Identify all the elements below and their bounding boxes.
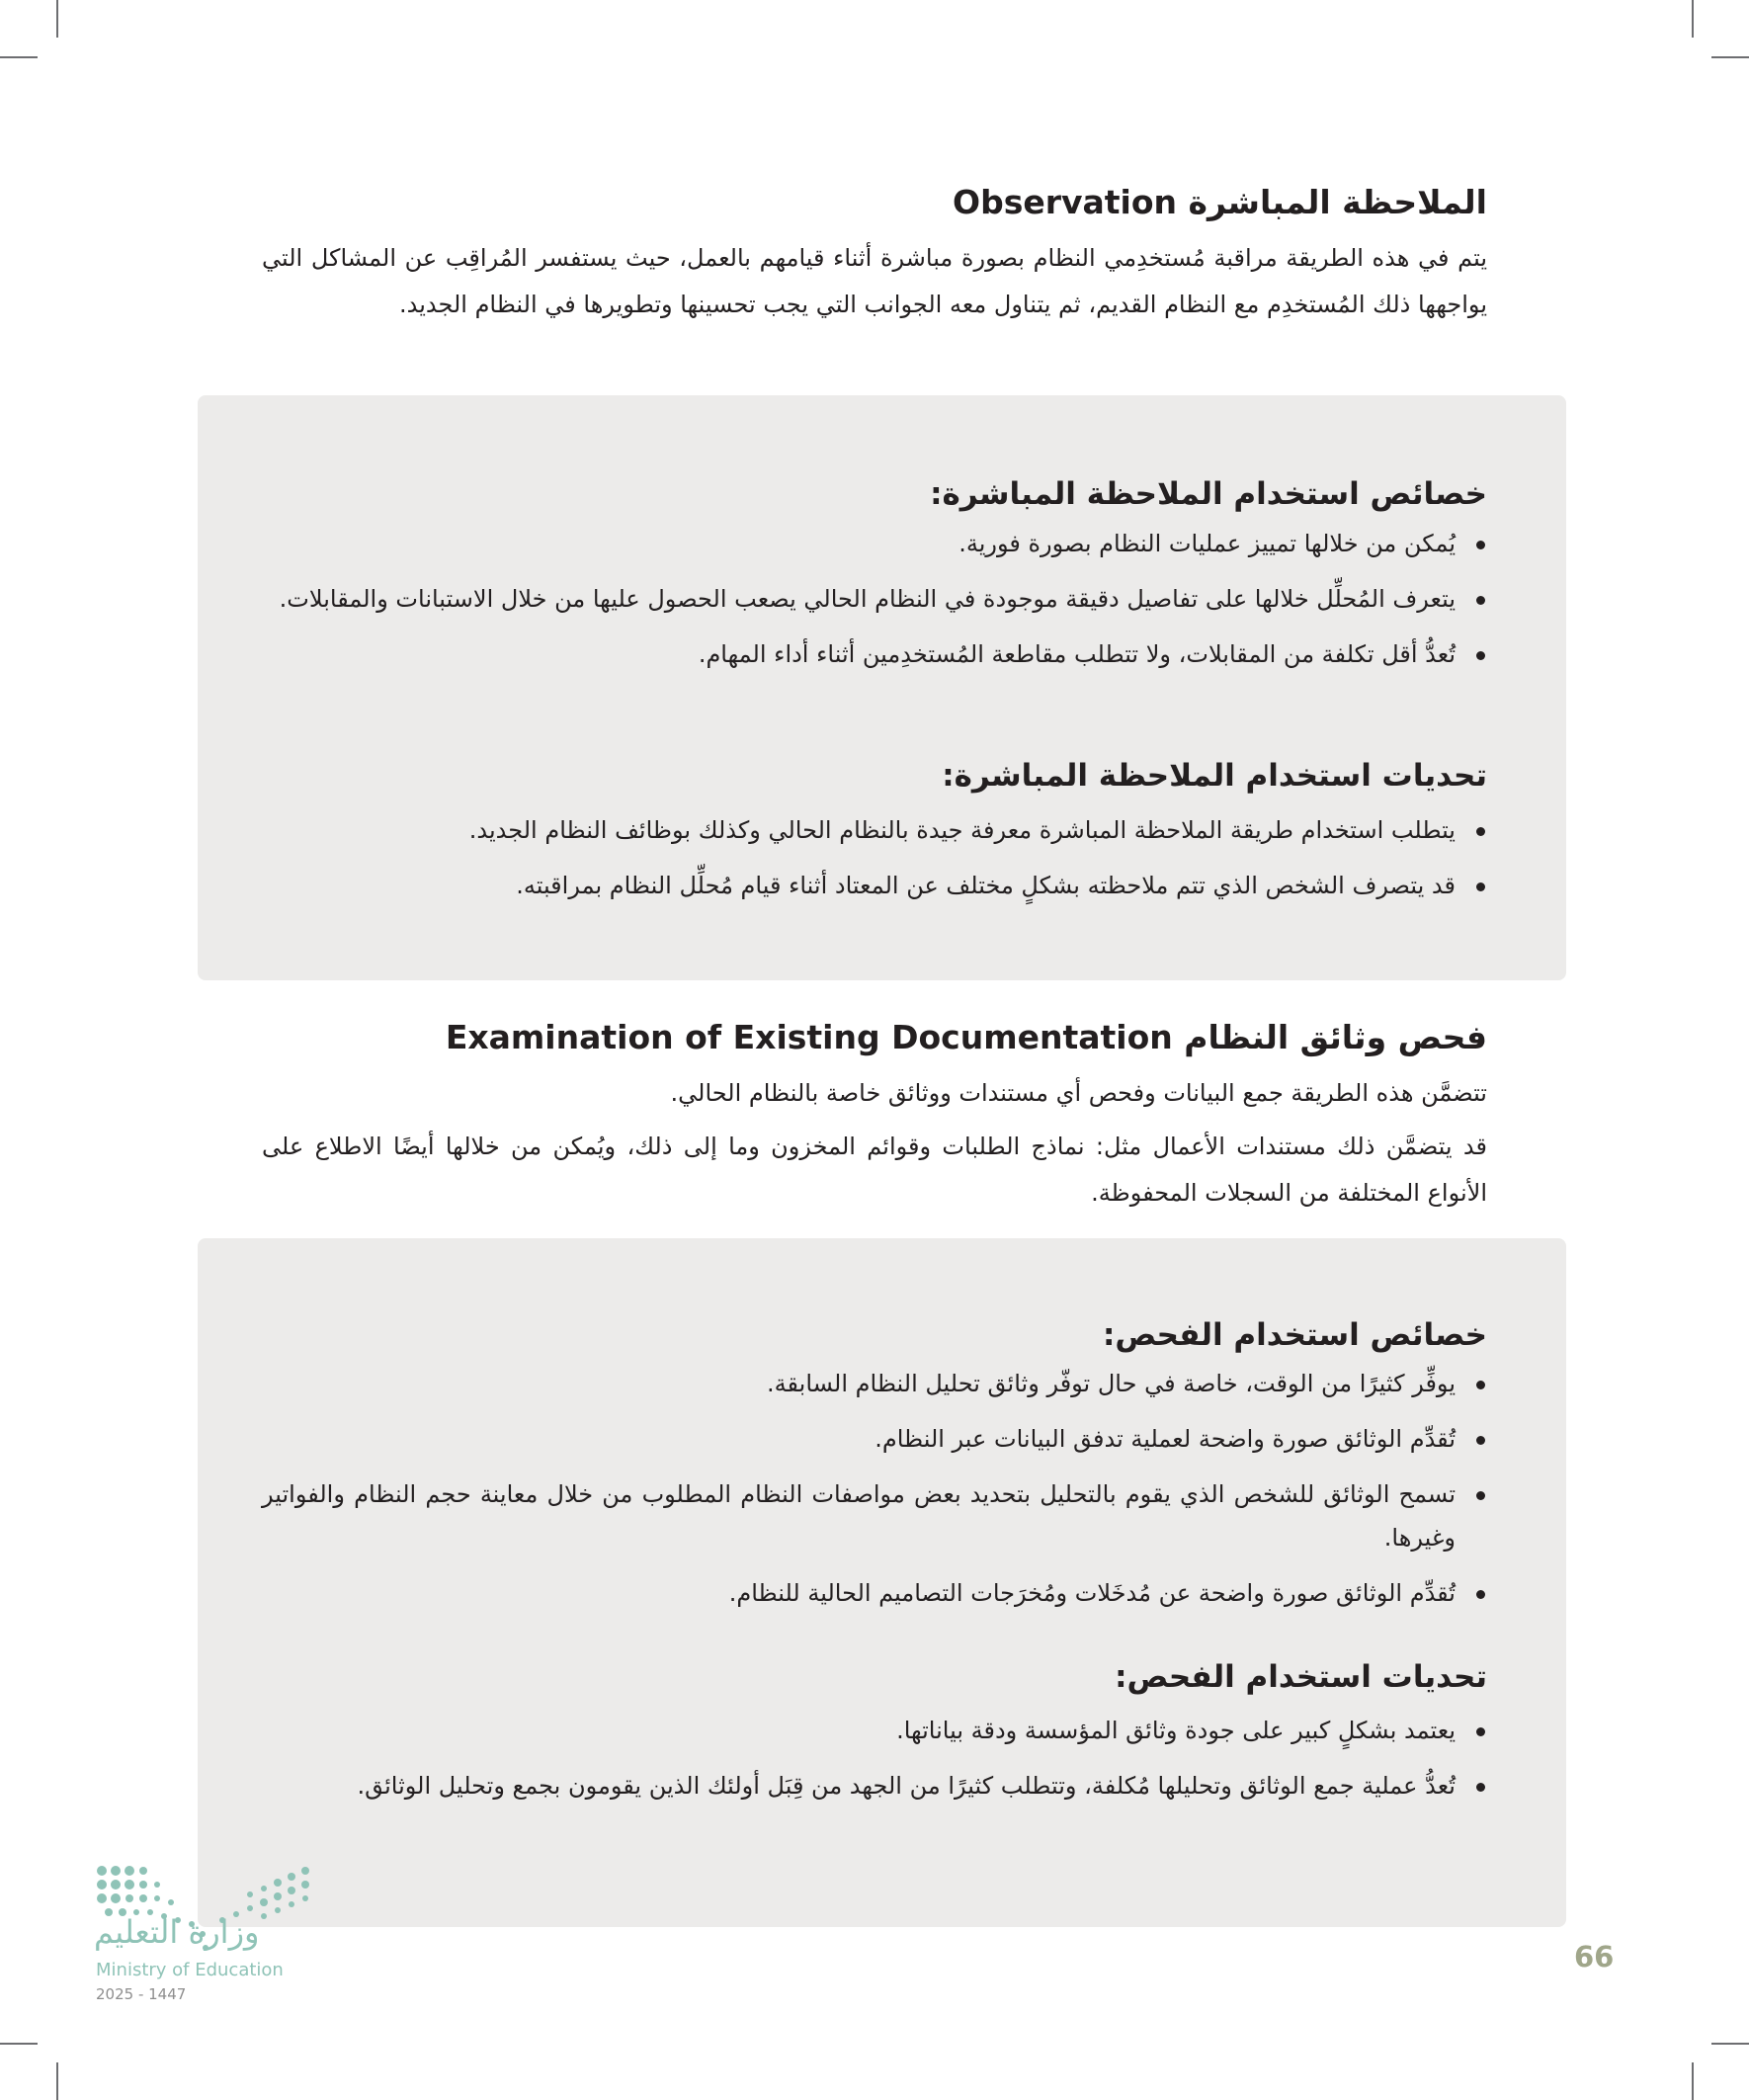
documentation-info-panel	[198, 1238, 1566, 1927]
bullet-icon	[1476, 651, 1485, 660]
bullet-icon	[1476, 596, 1485, 605]
bullet-icon	[1476, 541, 1485, 549]
section-title-observation: الملاحظة المباشرة Observation	[953, 183, 1487, 221]
observation-challenges-list	[262, 808, 1487, 919]
documentation-challenges-list	[262, 1709, 1487, 1819]
crop-mark	[56, 2062, 58, 2100]
crop-mark	[56, 0, 58, 38]
section-title-documentation: فحص وثائق النظام Examination of Existing Documentation	[445, 1018, 1487, 1056]
observation-features-list	[262, 522, 1487, 688]
page-number: 66	[1574, 1940, 1615, 1974]
documentation-paragraph-1: تتضمَّن هذه الطريقة جمع البيانات وفحص أي مستندات ووثائق خاصة بالنظام الحالي.	[670, 1079, 1487, 1107]
documentation-challenges-heading: تحديات استخدام الفحص:	[1115, 1659, 1487, 1695]
crop-mark	[1711, 56, 1749, 58]
list-item: تُعدُّ أقل تكلفة من المقابلات، ولا تتطلب مقاطعة المُستخدِمين أثناء أداء المهام.	[262, 632, 1487, 676]
ministry-year: 2025 - 1447	[96, 1985, 187, 2003]
observation-features-heading: خصائص استخدام الملاحظة المباشرة:	[930, 476, 1487, 512]
bullet-icon	[1476, 1590, 1485, 1599]
bullet-icon	[1476, 1436, 1485, 1445]
bullet-icon	[1476, 1381, 1485, 1389]
bullet-icon	[1476, 1783, 1485, 1792]
list-item: يعتمد بشكلٍ كبير على جودة وثائق المؤسسة ودقة بياناتها.	[262, 1709, 1487, 1752]
crop-mark	[1692, 0, 1694, 38]
documentation-features-heading: خصائص استخدام الفحص:	[1102, 1317, 1487, 1353]
bullet-icon	[1476, 882, 1485, 891]
list-item: يتطلب استخدام طريقة الملاحظة المباشرة معرفة جيدة بالنظام الحالي وكذلك بوظائف النظام الجديد.	[262, 808, 1487, 852]
observation-challenges-heading: تحديات استخدام الملاحظة المباشرة:	[942, 758, 1487, 794]
bullet-icon	[1476, 1727, 1485, 1736]
list-item: يتعرف المُحلِّل خلالها على تفاصيل دقيقة موجودة في النظام الحالي يصعب الحصول عليها من خلال الاستبانات والمقابلات.	[262, 577, 1487, 621]
bullet-icon	[1476, 1491, 1485, 1500]
ministry-name-arabic: وزارة التعليم	[94, 1913, 260, 1951]
observation-paragraph: يتم في هذه الطريقة مراقبة مُستخدِمي النظام بصورة مباشرة أثناء قيامهم بالعمل، حيث يستفسر المُراقِب عن المشاكل التي يواجهها ذلك المُستخدِم مع النظام القديم، ثم يتناول معه الجوانب التي يجب تحسينها وتطويرها في النظام الجديد.	[262, 244, 1487, 318]
ministry-name-english: Ministry of Education	[96, 1960, 284, 1980]
crop-mark	[0, 56, 38, 58]
crop-mark	[1711, 2043, 1749, 2045]
crop-mark	[1692, 2062, 1694, 2100]
list-item: تُعدُّ عملية جمع الوثائق وتحليلها مُكلفة، وتتطلب كثيرًا من الجهد من قِبَل أولئك الذين يقومون بجمع وتحليل الوثائق.	[262, 1764, 1487, 1807]
list-item: قد يتصرف الشخص الذي تتم ملاحظته بشكلٍ مختلف عن المعتاد أثناء قيام مُحلِّل النظام بمراقبته.	[262, 864, 1487, 907]
documentation-features-list	[262, 1362, 1487, 1627]
list-item: يُمكن من خلالها تمييز عمليات النظام بصورة فورية.	[262, 522, 1487, 565]
crop-mark	[0, 2043, 38, 2045]
list-item: تُقدِّم الوثائق صورة واضحة عن مُدخَلات ومُخرَجات التصاميم الحالية للنظام.	[262, 1571, 1487, 1615]
list-item: يوفِّر كثيرًا من الوقت، خاصة في حال توفّر وثائق تحليل النظام السابقة.	[262, 1362, 1487, 1405]
list-item: تُقدِّم الوثائق صورة واضحة لعملية تدفق البيانات عبر النظام.	[262, 1417, 1487, 1461]
list-item: تسمح الوثائق للشخص الذي يقوم بالتحليل بتحديد بعض مواصفات النظام المطلوب من خلال معاينة حجم النظام والفواتير وغيرها.	[262, 1472, 1487, 1559]
documentation-paragraph-2: قد يتضمَّن ذلك مستندات الأعمال مثل: نماذج الطلبات وقوائم المخزون وما إلى ذلك، ويُمكن من خلالها أيضًا الاطلاع على الأنواع المختلفة من السجلات المحفوظة.	[262, 1133, 1487, 1207]
observation-info-panel	[198, 395, 1566, 980]
bullet-icon	[1476, 827, 1485, 836]
